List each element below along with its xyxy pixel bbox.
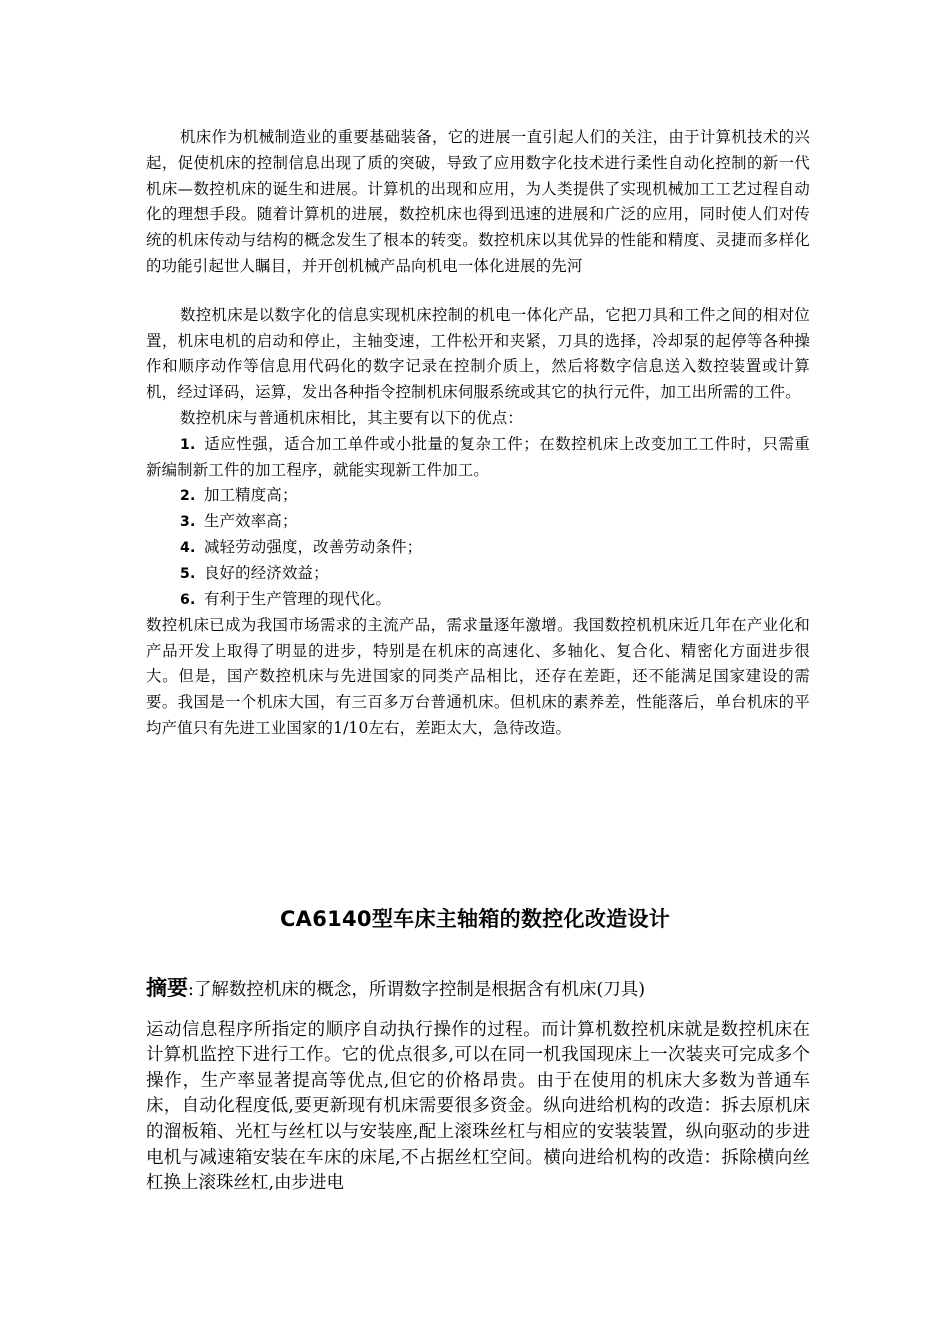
intro-paragraph-1: 机床作为机械制造业的重要基础装备，它的进展一直引起人们的关注，由于计算机技术的兴起，促使机床的控制信息出现了质的突破，导致了应用数字化技术进行柔性自动化控制的新一代机床—数控机床的诞生和进展。计算机的出现和应用，为人类提供了实现机械加工工艺过程自动化的理想手段。随着计算机的进展，数控机床也得到迅速的进展和广泛的应用，同时使人们对传统的机床传动与结构的概念发生了根本的转变。数控机床以其优异的性能和精度、灵捷而多样化的功能引起世人瞩目，并开创机械产品向机电一体化进展的先河 xyxy=(146,128,810,275)
intro-paragraph-2: 数控机床是以数字化的信息实现机床控制的机电一体化产品，它把刀具和工件之间的相对位置，机床电机的启动和停止，主轴变速，工件松开和夹紧，刀具的选择，冷却泵的起停等各种操作和顺序动作等信息用代码化的数字记录在控制介质上，然后将数字信息送入数控装置或计算机，经过译码，运算，发出各种指令控制机床伺服系统或其它的执行元件，加工出所需的工件。 xyxy=(146,305,810,402)
abstract-label: 摘要 xyxy=(146,976,188,1000)
list-item xyxy=(146,483,810,509)
list-number: 3. xyxy=(180,513,196,530)
list-item xyxy=(146,561,810,587)
list-item xyxy=(146,535,810,561)
list-text: 适应性强，适合加工单件或小批量的复杂工件；在数控机床上改变加工工件时，只需重新编制新工件的加工程序，就能实现新工件加工。 xyxy=(146,434,810,479)
advantages-intro: 数控机床与普通机床相比，其主要有以下的优点： xyxy=(180,408,523,427)
list-number: 4. xyxy=(180,539,196,556)
list-text: 生产效率高； xyxy=(204,511,298,530)
list-item xyxy=(146,509,810,535)
abstract-body: 运动信息程序所指定的顺序自动执行操作的过程。而计算机数控机床就是数控机床在计算机监控下进行工作。它的优点很多,可以在同一机我国现床上一次装夹可完成多个操作，生产率显著提高等优点,但它的价格昂贵。由于在使用的机床大多数为普通车床，自动化程度低,要更新现有机床需要很多资金。纵向进给机构的改造：拆去原机床的溜板箱、光杠与丝杠以与安装座,配上滚珠丝杠与相应的安装装置，纵向驱动的步进电机与减速箱安装在车床的床尾,不占据丝杠空间。横向进给机构的改造：拆除横向丝杠换上滚珠丝杠,由步进电 xyxy=(146,1019,810,1194)
list-text: 加工精度高； xyxy=(204,485,298,504)
intro-section xyxy=(146,125,810,742)
advantages-list xyxy=(146,432,810,613)
abstract-lead: :了解数控机床的概念，所谓数字控制是根据含有机床(刀具) xyxy=(188,980,646,1000)
abstract-section xyxy=(146,976,810,1197)
list-item xyxy=(146,587,810,613)
abstract-first-line xyxy=(146,976,810,1004)
document-title: CA6140型车床主轴箱的数控化改造设计 xyxy=(279,907,671,931)
list-number: 5. xyxy=(180,565,196,582)
list-number: 2. xyxy=(180,487,196,504)
list-item xyxy=(146,432,810,483)
list-text: 有利于生产管理的现代化。 xyxy=(204,589,392,608)
list-text: 良好的经济效益； xyxy=(204,563,329,582)
list-number: 1. xyxy=(180,436,196,453)
intro-paragraph-4: 数控机床已成为我国市场需求的主流产品，需求量逐年激增。我国数控机机床近几年在产业化和产品开发上取得了明显的进步，特别是在机床的高速化、多轴化、复合化、精密化方面进步很大。但是，国产数控机床与先进国家的同类产品相比，还存在差距，还不能满足国家建设的需要。我国是一个机床大国，有三百多万台普通机床。但机床的素养差，性能落后，单台机床的平均产值只有先进工业国家的1/10左右，差距太大，急待改造。 xyxy=(146,615,810,737)
list-number: 6. xyxy=(180,591,196,608)
paragraph-gap xyxy=(146,280,810,303)
list-text: 减轻劳动强度，改善劳动条件； xyxy=(204,537,423,556)
